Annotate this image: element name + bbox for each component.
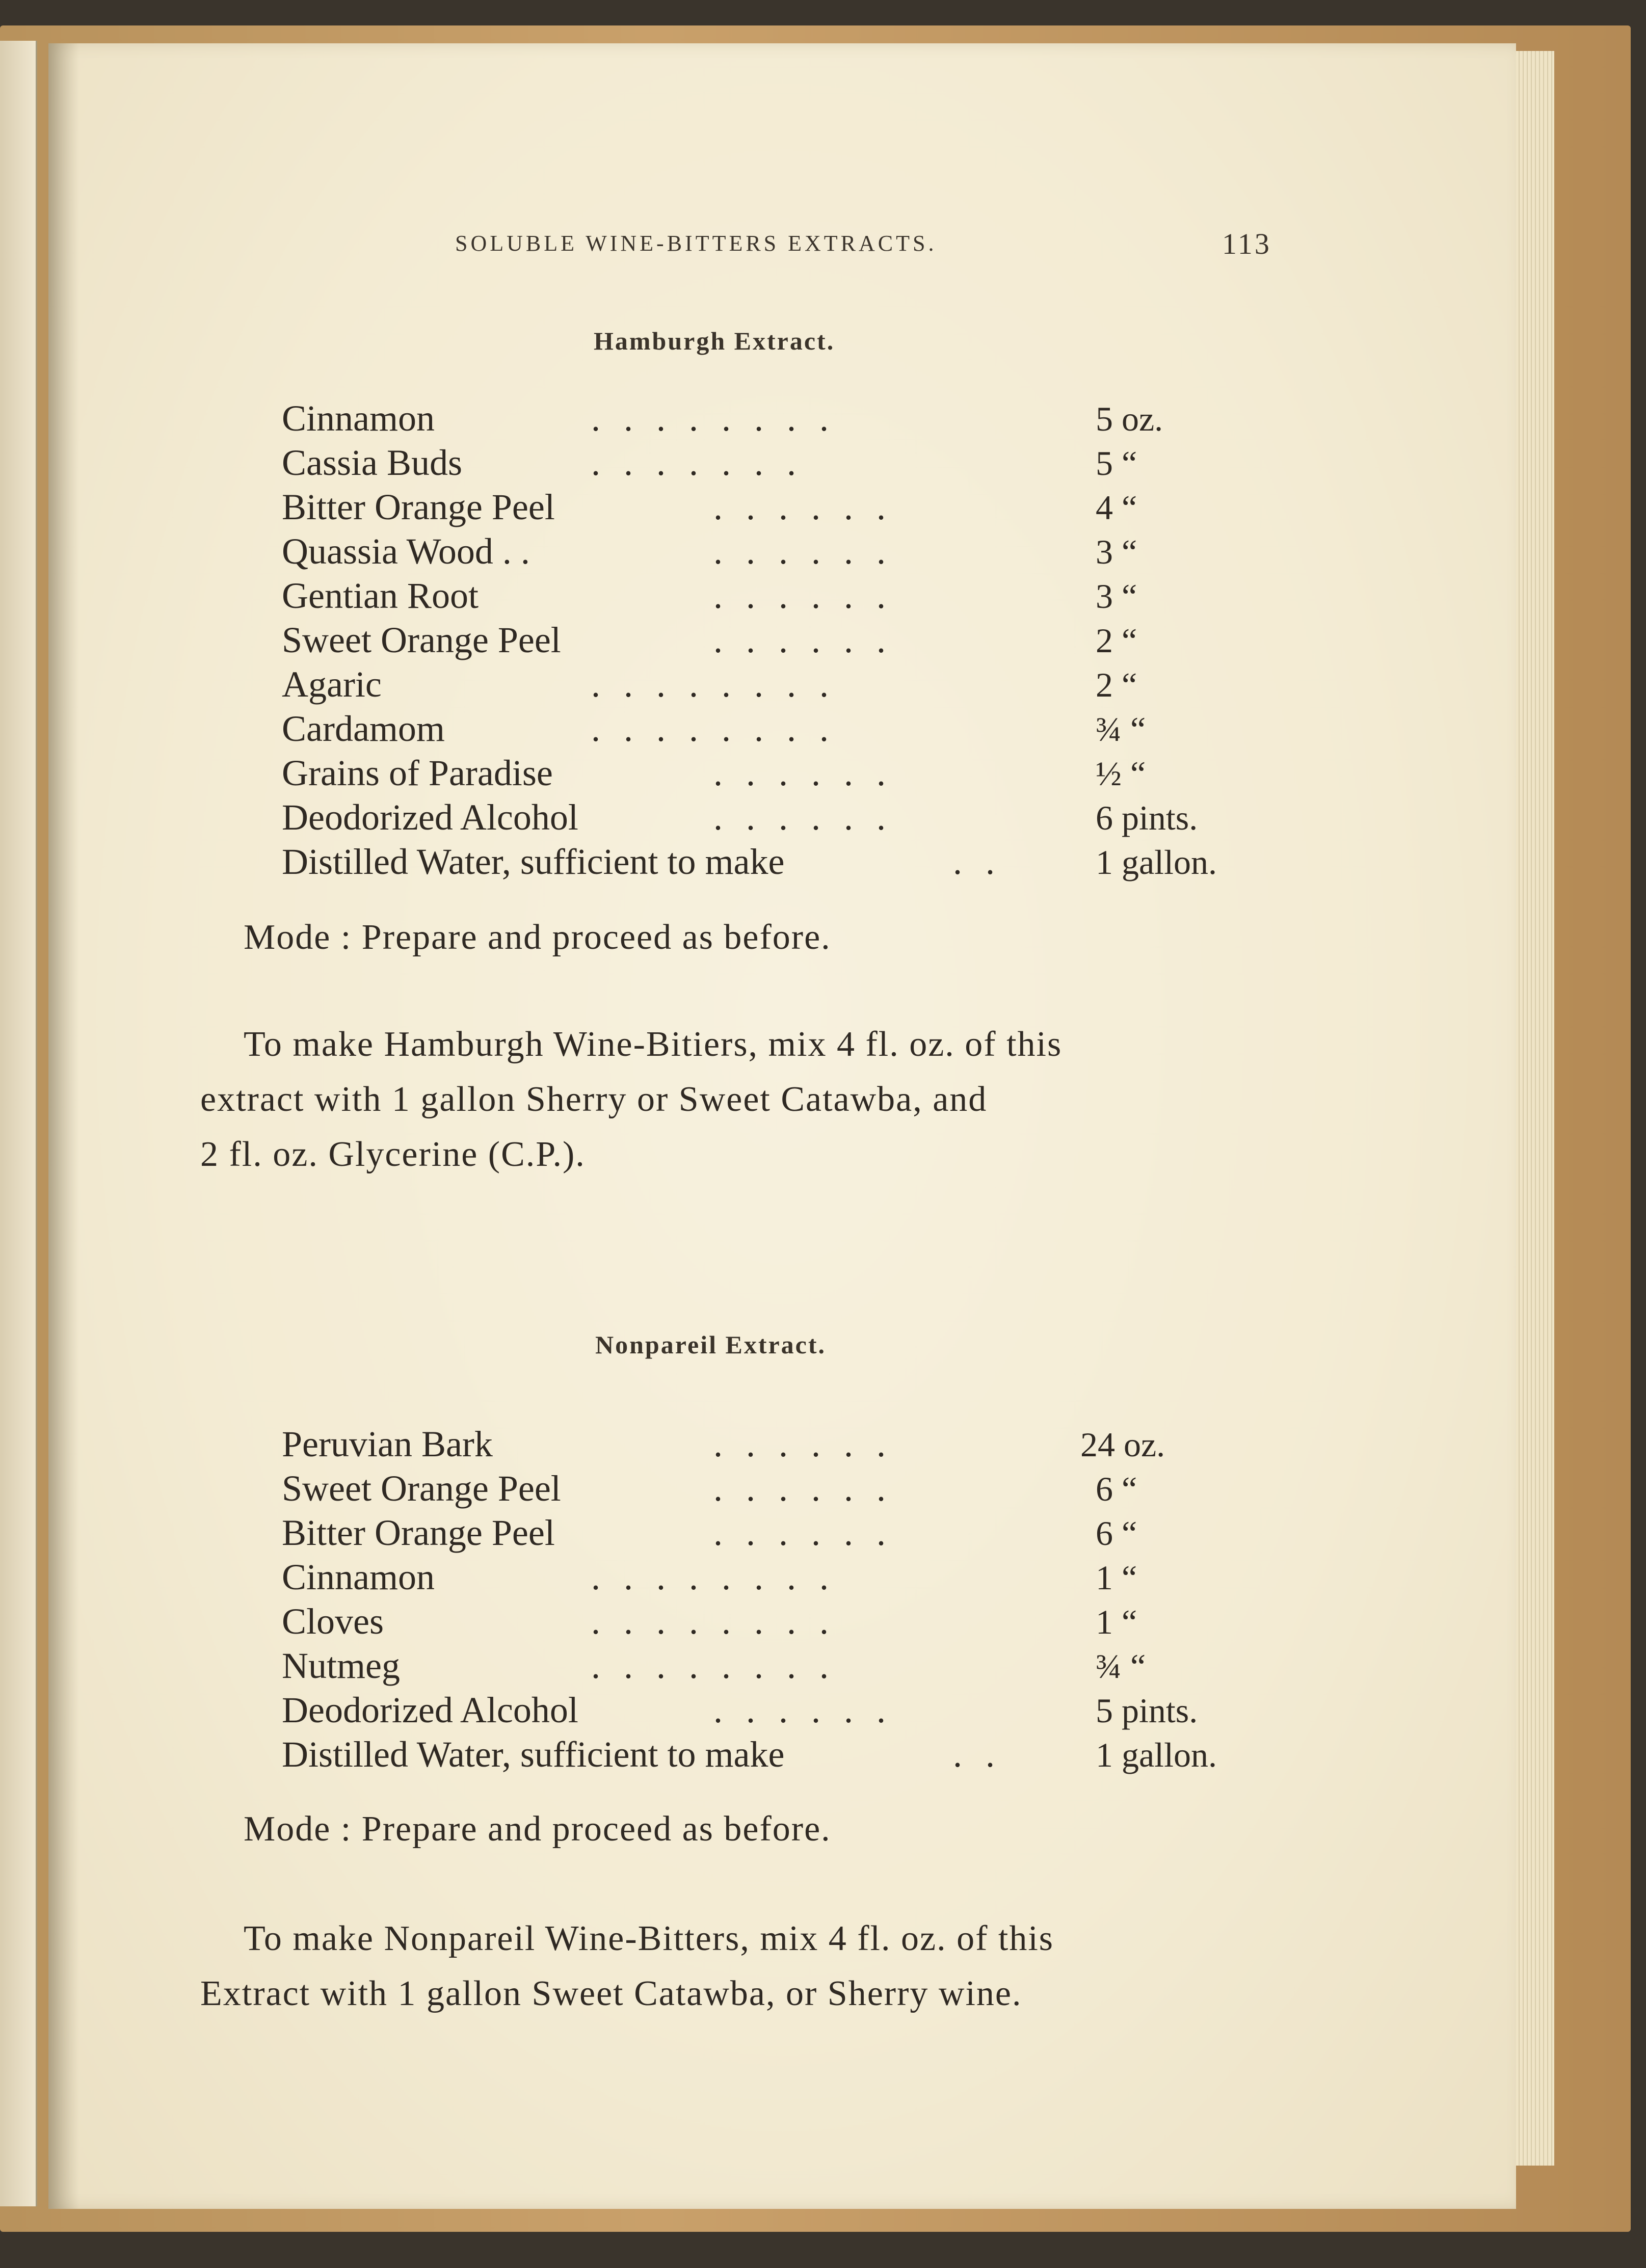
ingredient-name: Grains of Paradise <box>282 753 553 793</box>
leader-dots: . . . . . . . . <box>591 1601 836 1642</box>
ingredient-name: Sweet Orange Peel <box>282 620 561 660</box>
ingredient-quantity: 6 “ <box>1096 1514 1137 1553</box>
mode-instruction: Mode : Prepare and proceed as before. <box>244 918 831 957</box>
ingredient-quantity: 5 pints. <box>1096 1691 1198 1730</box>
ingredient-name: Gentian Root <box>282 575 479 616</box>
ingredient-quantity: 6 pints. <box>1096 798 1198 837</box>
ingredient-quantity: 1 “ <box>1096 1558 1137 1597</box>
spine-shadow <box>48 43 79 2209</box>
ingredient-quantity: ¾ “ <box>1096 1647 1146 1686</box>
ingredient-name: Deodorized Alcohol <box>282 1690 578 1730</box>
leader-dots: . . <box>953 841 1002 882</box>
ingredient-quantity: 3 “ <box>1096 577 1137 616</box>
left-page-edge <box>0 41 37 2206</box>
mode-instruction: Mode : Prepare and proceed as before. <box>244 1809 831 1849</box>
ingredient-name: Cinnamon <box>282 398 435 439</box>
ingredient-quantity: ¾ “ <box>1096 710 1146 749</box>
ingredient-name: Cardamom <box>282 708 445 749</box>
leader-dots: . . . . . . <box>713 753 893 793</box>
leader-dots: . . . . . . . . <box>591 1557 836 1597</box>
leader-dots: . . <box>953 1734 1002 1775</box>
leader-dots: . . . . . . <box>713 531 893 572</box>
leader-dots: . . . . . . <box>713 575 893 616</box>
ingredient-quantity: 24 oz. <box>1080 1425 1165 1464</box>
page-number: 113 <box>1222 227 1271 260</box>
ingredient-name: Cloves <box>282 1601 384 1642</box>
section-heading-hamburgh: Hamburgh Extract. <box>594 327 835 355</box>
ingredient-name: Sweet Orange Peel <box>282 1468 561 1509</box>
ingredient-quantity: 6 “ <box>1096 1470 1137 1508</box>
paragraph-line: 2 fl. oz. Glycerine (C.P.). <box>200 1135 586 1174</box>
book-page <box>48 43 1516 2209</box>
paragraph-line: extract with 1 gallon Sherry or Sweet Catawba, and <box>200 1080 988 1119</box>
leader-dots: . . . . . . <box>713 1468 893 1509</box>
paragraph-line: To make Nonpareil Wine-Bitters, mix 4 fl. oz. of this <box>244 1919 1054 1958</box>
paragraph-line: To make Hamburgh Wine-Bitiers, mix 4 fl. oz. of this <box>244 1025 1063 1064</box>
ingredient-quantity: ½ “ <box>1096 754 1146 793</box>
paragraph-line: Extract with 1 gallon Sweet Catawba, or Sherry wine. <box>200 1974 1022 2013</box>
ingredient-name: Distilled Water, sufficient to make <box>282 1734 785 1775</box>
ingredient-quantity: 4 “ <box>1096 488 1137 527</box>
ingredient-name: Quassia Wood . . <box>282 531 530 572</box>
ingredient-name: Distilled Water, sufficient to make <box>282 841 785 882</box>
leader-dots: . . . . . . . . <box>591 708 836 749</box>
leader-dots: . . . . . . <box>713 797 893 838</box>
ingredient-name: Cassia Buds <box>282 442 463 483</box>
leader-dots: . . . . . . . . <box>591 1645 836 1686</box>
leader-dots: . . . . . . <box>713 1424 893 1464</box>
ingredient-quantity: 1 “ <box>1096 1603 1137 1641</box>
ingredient-quantity: 2 “ <box>1096 665 1137 704</box>
leader-dots: . . . . . . <box>713 1512 893 1553</box>
ingredient-quantity: 5 “ <box>1096 444 1137 483</box>
ingredient-name: Cinnamon <box>282 1557 435 1597</box>
ingredient-name: Bitter Orange Peel <box>282 1512 555 1553</box>
ingredient-quantity: 3 “ <box>1096 532 1137 571</box>
leader-dots: . . . . . . . . <box>591 664 836 705</box>
leader-dots: . . . . . . <box>713 1690 893 1730</box>
ingredient-quantity: 2 “ <box>1096 621 1137 660</box>
ingredient-name: Nutmeg <box>282 1645 400 1686</box>
ingredient-name: Bitter Orange Peel <box>282 487 555 527</box>
ingredient-quantity: 5 oz. <box>1096 399 1163 438</box>
ingredient-name: Agaric <box>282 664 382 705</box>
running-head: SOLUBLE WINE-BITTERS EXTRACTS. <box>455 231 937 256</box>
ingredient-name: Deodorized Alcohol <box>282 797 578 838</box>
ingredient-quantity: 1 gallon. <box>1096 843 1217 882</box>
leader-dots: . . . . . . <box>713 620 893 660</box>
ingredient-quantity: 1 gallon. <box>1096 1736 1217 1774</box>
leader-dots: . . . . . . . . <box>591 398 836 439</box>
leader-dots: . . . . . . <box>713 487 893 527</box>
ingredient-name: Peruvian Bark <box>282 1424 493 1464</box>
leader-dots: . . . . . . . <box>591 442 803 483</box>
section-heading-nonpareil: Nonpareil Extract. <box>595 1330 827 1359</box>
